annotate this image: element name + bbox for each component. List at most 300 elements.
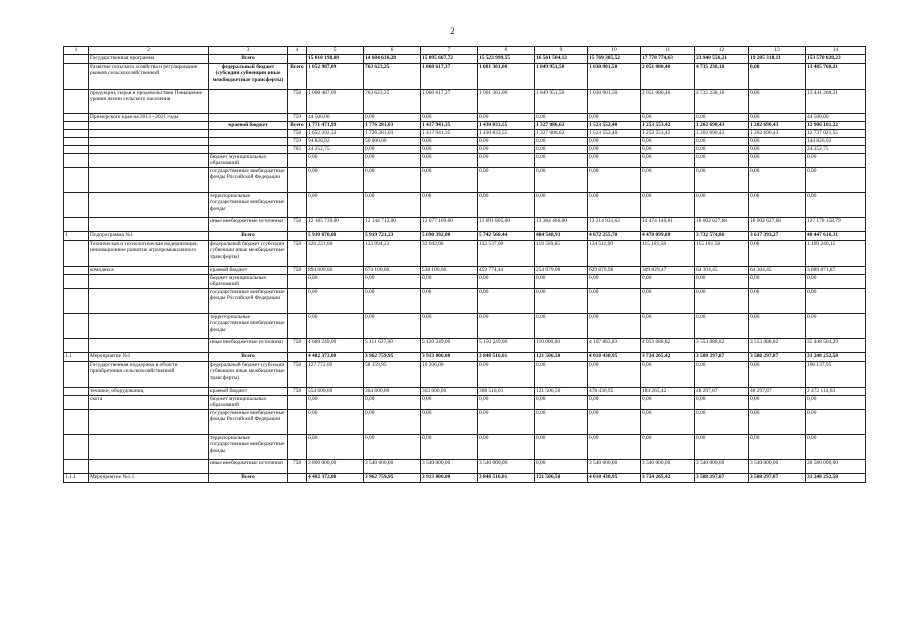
amount-cell: 0,00 bbox=[478, 410, 535, 435]
code-cell bbox=[288, 154, 307, 168]
amount-cell: 121 506,50 bbox=[535, 353, 588, 362]
amount-cell: 0,00 bbox=[749, 90, 806, 114]
amount-cell: 4 018 430,95 bbox=[588, 474, 641, 483]
amount-cell: 0,00 bbox=[307, 168, 364, 193]
amount-cell: 3 540 000,00 bbox=[695, 460, 749, 474]
amount-cell: 50 000,00 bbox=[364, 138, 421, 146]
amount-cell: 0,00 bbox=[806, 193, 866, 218]
funding-source-cell: Всего bbox=[209, 55, 288, 64]
code-cell bbox=[288, 410, 307, 435]
funding-source-cell: краевой бюджет bbox=[209, 267, 288, 275]
amount-cell: 2 051 080,40 bbox=[641, 64, 695, 90]
funding-source-cell: территориальные государственные внебюджетные фонды bbox=[209, 314, 288, 339]
amount-cell: 134 511,90 bbox=[588, 241, 641, 267]
amount-cell: 0,00 bbox=[535, 275, 588, 289]
row-index-cell bbox=[64, 339, 89, 353]
amount-cell: 326 221,00 bbox=[307, 241, 364, 267]
amount-cell: 1 652 392,32 bbox=[307, 130, 364, 138]
amount-cell: 18 002 627,68 bbox=[749, 218, 806, 232]
page-number: 2 bbox=[450, 26, 455, 36]
amount-cell: 0,00 bbox=[478, 314, 535, 339]
row-index-cell bbox=[64, 114, 89, 122]
amount-cell: 0,00 bbox=[749, 154, 806, 168]
amount-cell: 0,00 bbox=[307, 314, 364, 339]
amount-cell: 0,00 bbox=[641, 275, 695, 289]
program-name-cell: Государственная программа bbox=[89, 55, 209, 64]
amount-cell: 44 500,00 bbox=[806, 114, 866, 122]
amount-cell: 0,00 bbox=[806, 396, 866, 410]
amount-cell: 115 181,58 bbox=[695, 241, 749, 267]
amount-cell: 15 769 385,52 bbox=[588, 55, 641, 64]
amount-cell: 0,00 bbox=[749, 193, 806, 218]
amount-cell: 0,00 bbox=[421, 168, 478, 193]
program-name-cell bbox=[89, 146, 209, 154]
amount-cell: 4 107 863,83 bbox=[588, 339, 641, 353]
amount-cell: 121 506,50 bbox=[535, 388, 588, 396]
amount-cell: 2 051 080,40 bbox=[641, 90, 695, 114]
amount-cell: 0,00 bbox=[364, 289, 421, 314]
amount-cell: 0,00 bbox=[749, 362, 806, 388]
row-index-cell: 1.1.1 bbox=[64, 474, 89, 483]
amount-cell: 0,00 bbox=[641, 146, 695, 154]
amount-cell: 308 516,01 bbox=[478, 388, 535, 396]
amount-cell: 1 523 552,40 bbox=[588, 122, 641, 130]
row-index-cell bbox=[64, 90, 89, 114]
amount-cell: 144 826,92 bbox=[806, 138, 866, 146]
amount-cell: 196 137,95 bbox=[806, 362, 866, 388]
amount-cell: 459 774,44 bbox=[478, 267, 535, 275]
header-cell: 12 bbox=[695, 47, 749, 55]
amount-cell: 13 485 760,21 bbox=[806, 64, 866, 90]
row-index-cell bbox=[64, 193, 89, 218]
amount-cell: 1 771 471,99 bbox=[307, 122, 364, 130]
amount-cell: 894 600,00 bbox=[307, 267, 364, 275]
table-row bbox=[64, 460, 866, 474]
table-row bbox=[64, 122, 866, 130]
row-index-cell: 1.1 bbox=[64, 353, 89, 362]
table-row bbox=[64, 241, 866, 267]
amount-cell: 35 448 504,29 bbox=[806, 339, 866, 353]
amount-cell: 4 053 088,82 bbox=[641, 339, 695, 353]
amount-cell: 0,00 bbox=[535, 460, 588, 474]
table-row bbox=[64, 435, 866, 460]
amount-cell: 0,00 bbox=[364, 146, 421, 154]
row-index-cell bbox=[64, 122, 89, 130]
row-index-cell bbox=[64, 289, 89, 314]
amount-cell: 3 913 806,00 bbox=[421, 474, 478, 483]
amount-cell: 0,00 bbox=[588, 410, 641, 435]
header-cell: 6 bbox=[364, 47, 421, 55]
funding-source-cell: государственные внебюджетные фонды Российской Федерации bbox=[209, 410, 288, 435]
funding-source-cell: краевой бюджет bbox=[209, 122, 288, 130]
amount-cell: 0,00 bbox=[478, 289, 535, 314]
amount-cell: 119 569,85 bbox=[535, 241, 588, 267]
amount-cell: 3 588 297,87 bbox=[749, 353, 806, 362]
amount-cell: 0,00 bbox=[749, 435, 806, 460]
code-cell: 759 bbox=[288, 114, 307, 122]
amount-cell: 1 430 833,55 bbox=[478, 122, 535, 130]
amount-cell: 14 474 140,81 bbox=[641, 218, 695, 232]
amount-cell: 48 297,87 bbox=[695, 388, 749, 396]
code-cell bbox=[288, 396, 307, 410]
funding-source-cell: краевой бюджет bbox=[209, 388, 288, 396]
amount-cell: 0,00 bbox=[421, 396, 478, 410]
program-name-cell bbox=[89, 289, 209, 314]
row-index-cell bbox=[64, 435, 89, 460]
amount-cell: 0,00 bbox=[421, 146, 478, 154]
program-name-cell bbox=[89, 154, 209, 168]
code-cell: 759 bbox=[288, 138, 307, 146]
code-cell: 758 bbox=[288, 388, 307, 396]
amount-cell: 1 202 690,43 bbox=[749, 130, 806, 138]
program-name-cell bbox=[89, 275, 209, 289]
code-cell: Всего bbox=[288, 64, 307, 90]
amount-cell: 0,00 bbox=[535, 289, 588, 314]
amount-cell: 0,00 bbox=[478, 193, 535, 218]
amount-cell: 13 091 805,00 bbox=[478, 218, 535, 232]
program-name-cell bbox=[89, 410, 209, 435]
table-row bbox=[64, 396, 866, 410]
amount-cell: 32 043,00 bbox=[421, 241, 478, 267]
funding-source-cell bbox=[209, 138, 288, 146]
amount-cell: 0,00 bbox=[364, 275, 421, 289]
amount-cell: 0,00 bbox=[641, 114, 695, 122]
amount-cell: 1 417 941,35 bbox=[421, 122, 478, 130]
amount-cell: 0,00 bbox=[478, 146, 535, 154]
amount-cell: 4 482 372,00 bbox=[307, 474, 364, 483]
amount-cell: 3 553 088,82 bbox=[695, 339, 749, 353]
program-name-cell bbox=[89, 193, 209, 218]
code-cell: 758 bbox=[288, 362, 307, 388]
amount-cell: 1 001 361,00 bbox=[478, 64, 535, 90]
amount-cell: 1 327 086,62 bbox=[535, 130, 588, 138]
amount-cell: 0,00 bbox=[806, 314, 866, 339]
amount-cell: 0,00 bbox=[749, 146, 806, 154]
table-row bbox=[64, 193, 866, 218]
amount-cell: 0,00 bbox=[421, 154, 478, 168]
row-index-cell bbox=[64, 154, 89, 168]
amount-cell: 0,00 bbox=[364, 410, 421, 435]
amount-cell: 0,00 bbox=[307, 193, 364, 218]
amount-cell: 484 548,93 bbox=[535, 232, 588, 241]
amount-cell: 1 430 833,55 bbox=[478, 130, 535, 138]
amount-cell: 13 384 466,00 bbox=[535, 218, 588, 232]
amount-cell: 363 600,00 bbox=[421, 388, 478, 396]
amount-cell: 3 540 000,00 bbox=[641, 460, 695, 474]
amount-cell: 127 772,00 bbox=[307, 362, 364, 388]
code-cell: 765 bbox=[288, 146, 307, 154]
amount-cell: 0,00 bbox=[535, 168, 588, 193]
amount-cell: 309 829,47 bbox=[641, 267, 695, 275]
amount-cell: 3 540 000,00 bbox=[749, 460, 806, 474]
amount-cell: 12 677 109,00 bbox=[421, 218, 478, 232]
table-row bbox=[64, 90, 866, 114]
amount-cell: 17 778 774,63 bbox=[641, 55, 695, 64]
amount-cell: 19 205 318,11 bbox=[749, 55, 806, 64]
table-row bbox=[64, 168, 866, 193]
row-index-cell bbox=[64, 396, 89, 410]
amount-cell: 0,00 bbox=[421, 275, 478, 289]
program-name-cell: Техническая и технологическая модернизация, инновационное развитие агропромышленного bbox=[89, 241, 209, 267]
amount-cell: 1 202 690,43 bbox=[749, 122, 806, 130]
funding-source-cell: иные внебюджетные источники bbox=[209, 339, 288, 353]
amount-cell: 153 570 020,23 bbox=[806, 55, 866, 64]
amount-cell: 0,00 bbox=[478, 435, 535, 460]
amount-cell: 4 482 372,00 bbox=[307, 353, 364, 362]
amount-cell: 0,00 bbox=[806, 410, 866, 435]
amount-cell: 12 144 712,00 bbox=[364, 218, 421, 232]
amount-cell: 0,00 bbox=[749, 410, 806, 435]
amount-cell: 0,00 bbox=[364, 396, 421, 410]
amount-cell: 15 523 999,55 bbox=[478, 55, 535, 64]
funding-source-cell bbox=[209, 130, 288, 138]
code-cell: 758 bbox=[288, 460, 307, 474]
amount-cell: 763 623,25 bbox=[364, 64, 421, 90]
funding-source-cell: Всего bbox=[209, 353, 288, 362]
amount-cell: 0,00 bbox=[478, 362, 535, 388]
amount-cell: 1 001 361,00 bbox=[478, 90, 535, 114]
amount-cell: 0,00 bbox=[695, 289, 749, 314]
amount-cell: 0,00 bbox=[478, 396, 535, 410]
table-row bbox=[64, 267, 866, 275]
amount-cell: 0,00 bbox=[641, 362, 695, 388]
header-cell: 9 bbox=[535, 47, 588, 55]
amount-cell: 0,00 bbox=[749, 275, 806, 289]
amount-cell: 3 848 516,01 bbox=[478, 474, 535, 483]
amount-cell: 31 248 252,58 bbox=[806, 474, 866, 483]
table-row bbox=[64, 410, 866, 435]
amount-cell: 5 111 627,00 bbox=[364, 339, 421, 353]
amount-cell: 0,00 bbox=[695, 314, 749, 339]
amount-cell: 0,00 bbox=[641, 138, 695, 146]
program-name-cell: комплекса bbox=[89, 267, 209, 275]
amount-cell: 0,00 bbox=[478, 168, 535, 193]
program-name-cell: скота bbox=[89, 396, 209, 410]
amount-cell: 2 472 114,63 bbox=[806, 388, 866, 396]
amount-cell: 12 737 021,55 bbox=[806, 130, 866, 138]
amount-cell: 0,00 bbox=[535, 314, 588, 339]
amount-cell: 0,00 bbox=[478, 114, 535, 122]
amount-cell: 1 726 281,03 bbox=[364, 130, 421, 138]
amount-cell: 0,00 bbox=[535, 154, 588, 168]
amount-cell: 0,00 bbox=[535, 138, 588, 146]
amount-cell: 1 030 901,50 bbox=[588, 64, 641, 90]
code-cell: 758 bbox=[288, 267, 307, 275]
amount-cell: 48 297,87 bbox=[749, 388, 806, 396]
amount-cell: 0,00 bbox=[695, 138, 749, 146]
amount-cell: 0,00 bbox=[641, 168, 695, 193]
amount-cell: 0,00 bbox=[535, 146, 588, 154]
code-cell: 758 bbox=[288, 218, 307, 232]
header-cell: 14 bbox=[806, 47, 866, 55]
amount-cell: 0,00 bbox=[364, 154, 421, 168]
amount-cell: 28 580 000,00 bbox=[806, 460, 866, 474]
amount-cell: 4 478 099,88 bbox=[641, 232, 695, 241]
amount-cell: 13 441 260,21 bbox=[806, 90, 866, 114]
amount-cell: 629 879,98 bbox=[588, 267, 641, 275]
row-index-cell bbox=[64, 275, 89, 289]
program-name-cell bbox=[89, 460, 209, 474]
header-cell: 4 bbox=[288, 47, 307, 55]
table-row bbox=[64, 218, 866, 232]
amount-cell: 121 506,50 bbox=[535, 474, 588, 483]
amount-cell: 3 724 265,42 bbox=[641, 474, 695, 483]
amount-cell: 4 735 238,10 bbox=[695, 90, 749, 114]
program-name-cell bbox=[89, 130, 209, 138]
amount-cell: 1 052 987,09 bbox=[307, 64, 364, 90]
table-row bbox=[64, 339, 866, 353]
amount-cell: 0,00 bbox=[806, 289, 866, 314]
amount-cell: 3 732 574,86 bbox=[695, 232, 749, 241]
header-cell: 13 bbox=[749, 47, 806, 55]
code-cell bbox=[288, 353, 307, 362]
header-cell: 11 bbox=[641, 47, 695, 55]
amount-cell: 0,00 bbox=[695, 275, 749, 289]
funding-source-cell: федеральный бюджет (субсидии субвенции иные межбюджетные трансферты) bbox=[209, 241, 288, 267]
amount-cell: 364 600,00 bbox=[364, 388, 421, 396]
amount-cell: 0,00 bbox=[478, 275, 535, 289]
amount-cell: 0,00 bbox=[749, 64, 806, 90]
amount-cell: 0,00 bbox=[749, 168, 806, 193]
amount-cell: 3 553 088,82 bbox=[749, 339, 806, 353]
amount-cell: 3 889 871,87 bbox=[806, 267, 866, 275]
amount-cell: 0,00 bbox=[364, 114, 421, 122]
funding-source-cell: территориальные государственные внебюджетные фонды bbox=[209, 193, 288, 218]
funding-source-cell: иные внебюджетные источники bbox=[209, 218, 288, 232]
code-cell: Всего bbox=[288, 122, 307, 130]
amount-cell: 0,00 bbox=[806, 154, 866, 168]
amount-cell: 5 742 560,44 bbox=[478, 232, 535, 241]
row-index-cell bbox=[64, 410, 89, 435]
amount-cell: 3 962 759,95 bbox=[364, 474, 421, 483]
amount-cell: 15 095 667,72 bbox=[421, 55, 478, 64]
amount-cell: 1 776 281,03 bbox=[364, 122, 421, 130]
amount-cell: 1 109 240,15 bbox=[806, 241, 866, 267]
amount-cell: 3 540 000,00 bbox=[478, 460, 535, 474]
program-name-cell bbox=[89, 168, 209, 193]
amount-cell: 0,00 bbox=[535, 435, 588, 460]
program-name-cell: Подпрограмма №1 bbox=[89, 232, 209, 241]
amount-cell: 0,00 bbox=[478, 154, 535, 168]
table-row bbox=[64, 154, 866, 168]
row-index-cell bbox=[64, 146, 89, 154]
amount-cell: 0,00 bbox=[749, 138, 806, 146]
header-cell: 2 bbox=[89, 47, 209, 55]
amount-cell: 5 120 249,00 bbox=[421, 339, 478, 353]
funding-source-cell: бюджет муниципальных образований bbox=[209, 154, 288, 168]
table-row bbox=[64, 114, 866, 122]
row-index-cell bbox=[64, 241, 89, 267]
code-cell: 758 bbox=[288, 130, 307, 138]
funding-source-cell: территориальные государственные внебюджетные фонды bbox=[209, 435, 288, 460]
amount-cell: 0,00 bbox=[695, 146, 749, 154]
table-row bbox=[64, 289, 866, 314]
amount-cell: 31 248 252,58 bbox=[806, 353, 866, 362]
amount-cell: 3 540 000,00 bbox=[588, 460, 641, 474]
program-name-cell: Государственная поддержка в области приобретения сельскохозяйственной bbox=[89, 362, 209, 388]
amount-cell: 3 848 516,01 bbox=[478, 353, 535, 362]
amount-cell: 254 979,08 bbox=[535, 267, 588, 275]
amount-cell: 0,00 bbox=[641, 314, 695, 339]
amount-cell: 3 962 759,95 bbox=[364, 353, 421, 362]
row-index-cell bbox=[64, 168, 89, 193]
amount-cell: 0,00 bbox=[421, 138, 478, 146]
code-cell: 758 bbox=[288, 90, 307, 114]
amount-cell: 132 537,00 bbox=[478, 241, 535, 267]
amount-cell: 0,00 bbox=[749, 314, 806, 339]
amount-cell: 1 202 690,43 bbox=[695, 122, 749, 130]
amount-cell: 1 008 487,09 bbox=[307, 90, 364, 114]
amount-cell: 0,00 bbox=[641, 289, 695, 314]
funding-source-cell: федеральный бюджет (субсидии субвенции иные межбюджетные трансферты) bbox=[209, 362, 288, 388]
program-name-cell: продукции, сырья и продовольствия Повышение уровня жизни сельского населения bbox=[89, 90, 209, 114]
amount-cell: 0,00 bbox=[695, 154, 749, 168]
program-name-cell bbox=[89, 218, 209, 232]
amount-cell: 24 252,75 bbox=[806, 146, 866, 154]
amount-cell: 0,00 bbox=[535, 114, 588, 122]
funding-source-cell: иные внебюджетные источники bbox=[209, 460, 288, 474]
row-index-cell: 1 bbox=[64, 232, 89, 241]
amount-cell: 15 010 198,08 bbox=[307, 55, 364, 64]
funding-source-cell: государственные внебюджетные фонды Российской Федерации bbox=[209, 168, 288, 193]
amount-cell: 0,00 bbox=[421, 435, 478, 460]
amount-cell: 0,00 bbox=[307, 154, 364, 168]
amount-cell: 0,00 bbox=[307, 289, 364, 314]
amount-cell: 0,00 bbox=[421, 114, 478, 122]
funding-source-cell bbox=[209, 114, 288, 122]
amount-cell: 0,00 bbox=[588, 275, 641, 289]
amount-cell: 0,00 bbox=[588, 435, 641, 460]
amount-cell: 3 724 265,42 bbox=[641, 353, 695, 362]
amount-cell: 115 181,58 bbox=[641, 241, 695, 267]
amount-cell: 0,00 bbox=[364, 435, 421, 460]
code-cell: 758 bbox=[288, 339, 307, 353]
amount-cell: 0,00 bbox=[535, 410, 588, 435]
amount-cell: 127 178 158,79 bbox=[806, 218, 866, 232]
amount-cell: 0,00 bbox=[364, 314, 421, 339]
amount-cell: 4 735 238,10 bbox=[695, 64, 749, 90]
funding-source-cell: федеральный бюджет (субсидии субвенции иные межбюджетные трансферты) bbox=[209, 64, 288, 90]
header-cell: 1 bbox=[64, 47, 89, 55]
funding-source-cell: Всего bbox=[209, 232, 288, 241]
amount-cell: 4 689 249,00 bbox=[307, 339, 364, 353]
amount-cell: 1 060 617,37 bbox=[421, 90, 478, 114]
table-row bbox=[64, 474, 866, 483]
row-index-cell bbox=[64, 362, 89, 388]
header-cell: 10 bbox=[588, 47, 641, 55]
program-name-cell: Развитие сельского хозяйства и регулирование рынков сельскохозяйственной bbox=[89, 64, 209, 90]
amount-cell: 0,00 bbox=[588, 314, 641, 339]
amount-cell: 0,00 bbox=[749, 241, 806, 267]
amount-cell: 0,00 bbox=[307, 410, 364, 435]
amount-cell: 3 913 806,00 bbox=[421, 353, 478, 362]
amount-cell: 0,00 bbox=[695, 396, 749, 410]
amount-cell: 1 849 951,50 bbox=[535, 64, 588, 90]
amount-cell: 0,00 bbox=[695, 193, 749, 218]
amount-cell: 3 588 297,87 bbox=[749, 474, 806, 483]
amount-cell: 0,00 bbox=[695, 435, 749, 460]
program-name-cell bbox=[89, 435, 209, 460]
amount-cell: 1 253 553,42 bbox=[641, 130, 695, 138]
amount-cell: 1 417 941,35 bbox=[421, 130, 478, 138]
amount-cell: 0,00 bbox=[588, 362, 641, 388]
table-row bbox=[64, 138, 866, 146]
table-row bbox=[64, 362, 866, 388]
amount-cell: 1 849 951,50 bbox=[535, 90, 588, 114]
amount-cell: 1 202 690,43 bbox=[695, 130, 749, 138]
funding-source-cell bbox=[209, 90, 288, 114]
amount-cell: 3 540 000,00 bbox=[421, 460, 478, 474]
